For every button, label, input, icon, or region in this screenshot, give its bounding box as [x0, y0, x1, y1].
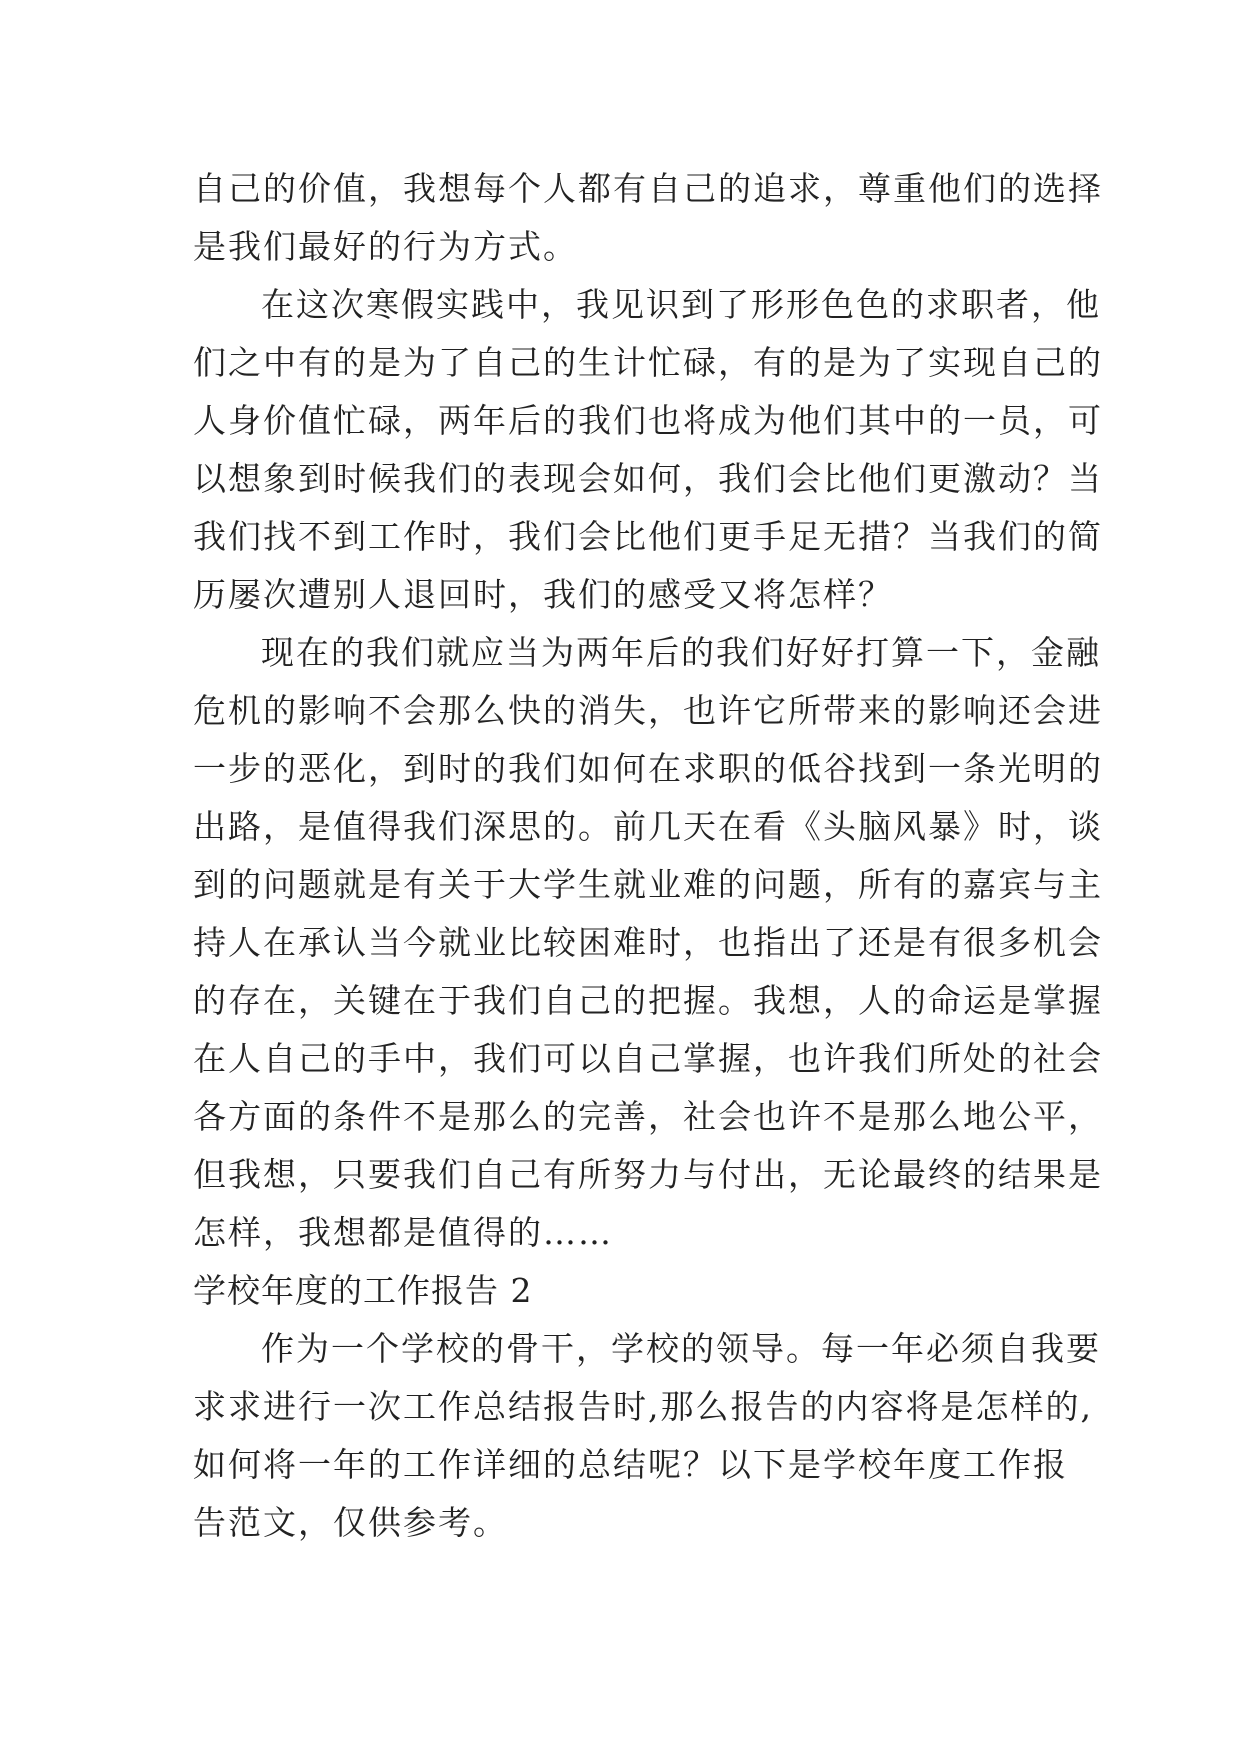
text-line: 怎样，我想都是值得的…… [193, 1213, 613, 1252]
text-line: 们之中有的是为了自己的生计忙碌，有的是为了实现自己的 [193, 343, 1103, 382]
document-body [193, 160, 1103, 1552]
text-line: 告范文，仅供参考。 [193, 1503, 508, 1542]
text-line: 在人自己的手中，我们可以自己掌握，也许我们所处的社会 [193, 1039, 1103, 1078]
text-line: 人身价值忙碌，两年后的我们也将成为他们其中的一员，可 [193, 401, 1103, 440]
text-line: 在这次寒假实践中，我见识到了形形色色的求职者，他 [261, 285, 1101, 324]
text-line: 的存在，关键在于我们自己的把握。我想，人的命运是掌握 [193, 981, 1103, 1020]
text-line: 历屡次遭别人退回时，我们的感受又将怎样？ [193, 575, 893, 614]
text-line: 一步的恶化，到时的我们如何在求职的低谷找到一条光明的 [193, 749, 1103, 788]
text-line: 现在的我们就应当为两年后的我们好好打算一下，金融 [261, 633, 1101, 672]
text-line: 求求进行一次工作总结报告时,那么报告的内容将是怎样的, [193, 1387, 1093, 1426]
text-line: 但我想，只要我们自己有所努力与付出，无论最终的结果是 [193, 1155, 1103, 1194]
section-heading: 学校年度的工作报告 2 [193, 1271, 533, 1310]
text-line: 出路，是值得我们深思的。前几天在看《头脑风暴》时，谈 [193, 807, 1103, 846]
text-line: 持人在承认当今就业比较困难时，也指出了还是有很多机会 [193, 923, 1103, 962]
text-line: 各方面的条件不是那么的完善，社会也许不是那么地公平， [193, 1097, 1103, 1136]
text-line: 是我们最好的行为方式。 [193, 227, 578, 266]
text-line: 以想象到时候我们的表现会如何，我们会比他们更激动？当 [193, 459, 1103, 498]
text-line: 如何将一年的工作详细的总结呢？以下是学校年度工作报 [193, 1445, 1068, 1484]
text-line: 我们找不到工作时，我们会比他们更手足无措？当我们的简 [193, 517, 1103, 556]
text-line: 到的问题就是有关于大学生就业难的问题，所有的嘉宾与主 [193, 865, 1103, 904]
text-line: 自己的价值，我想每个人都有自己的追求，尊重他们的选择 [193, 169, 1103, 208]
text-line: 危机的影响不会那么快的消失，也许它所带来的影响还会进 [193, 691, 1103, 730]
text-line: 作为一个学校的骨干，学校的领导。每一年必须自我要 [261, 1329, 1101, 1368]
